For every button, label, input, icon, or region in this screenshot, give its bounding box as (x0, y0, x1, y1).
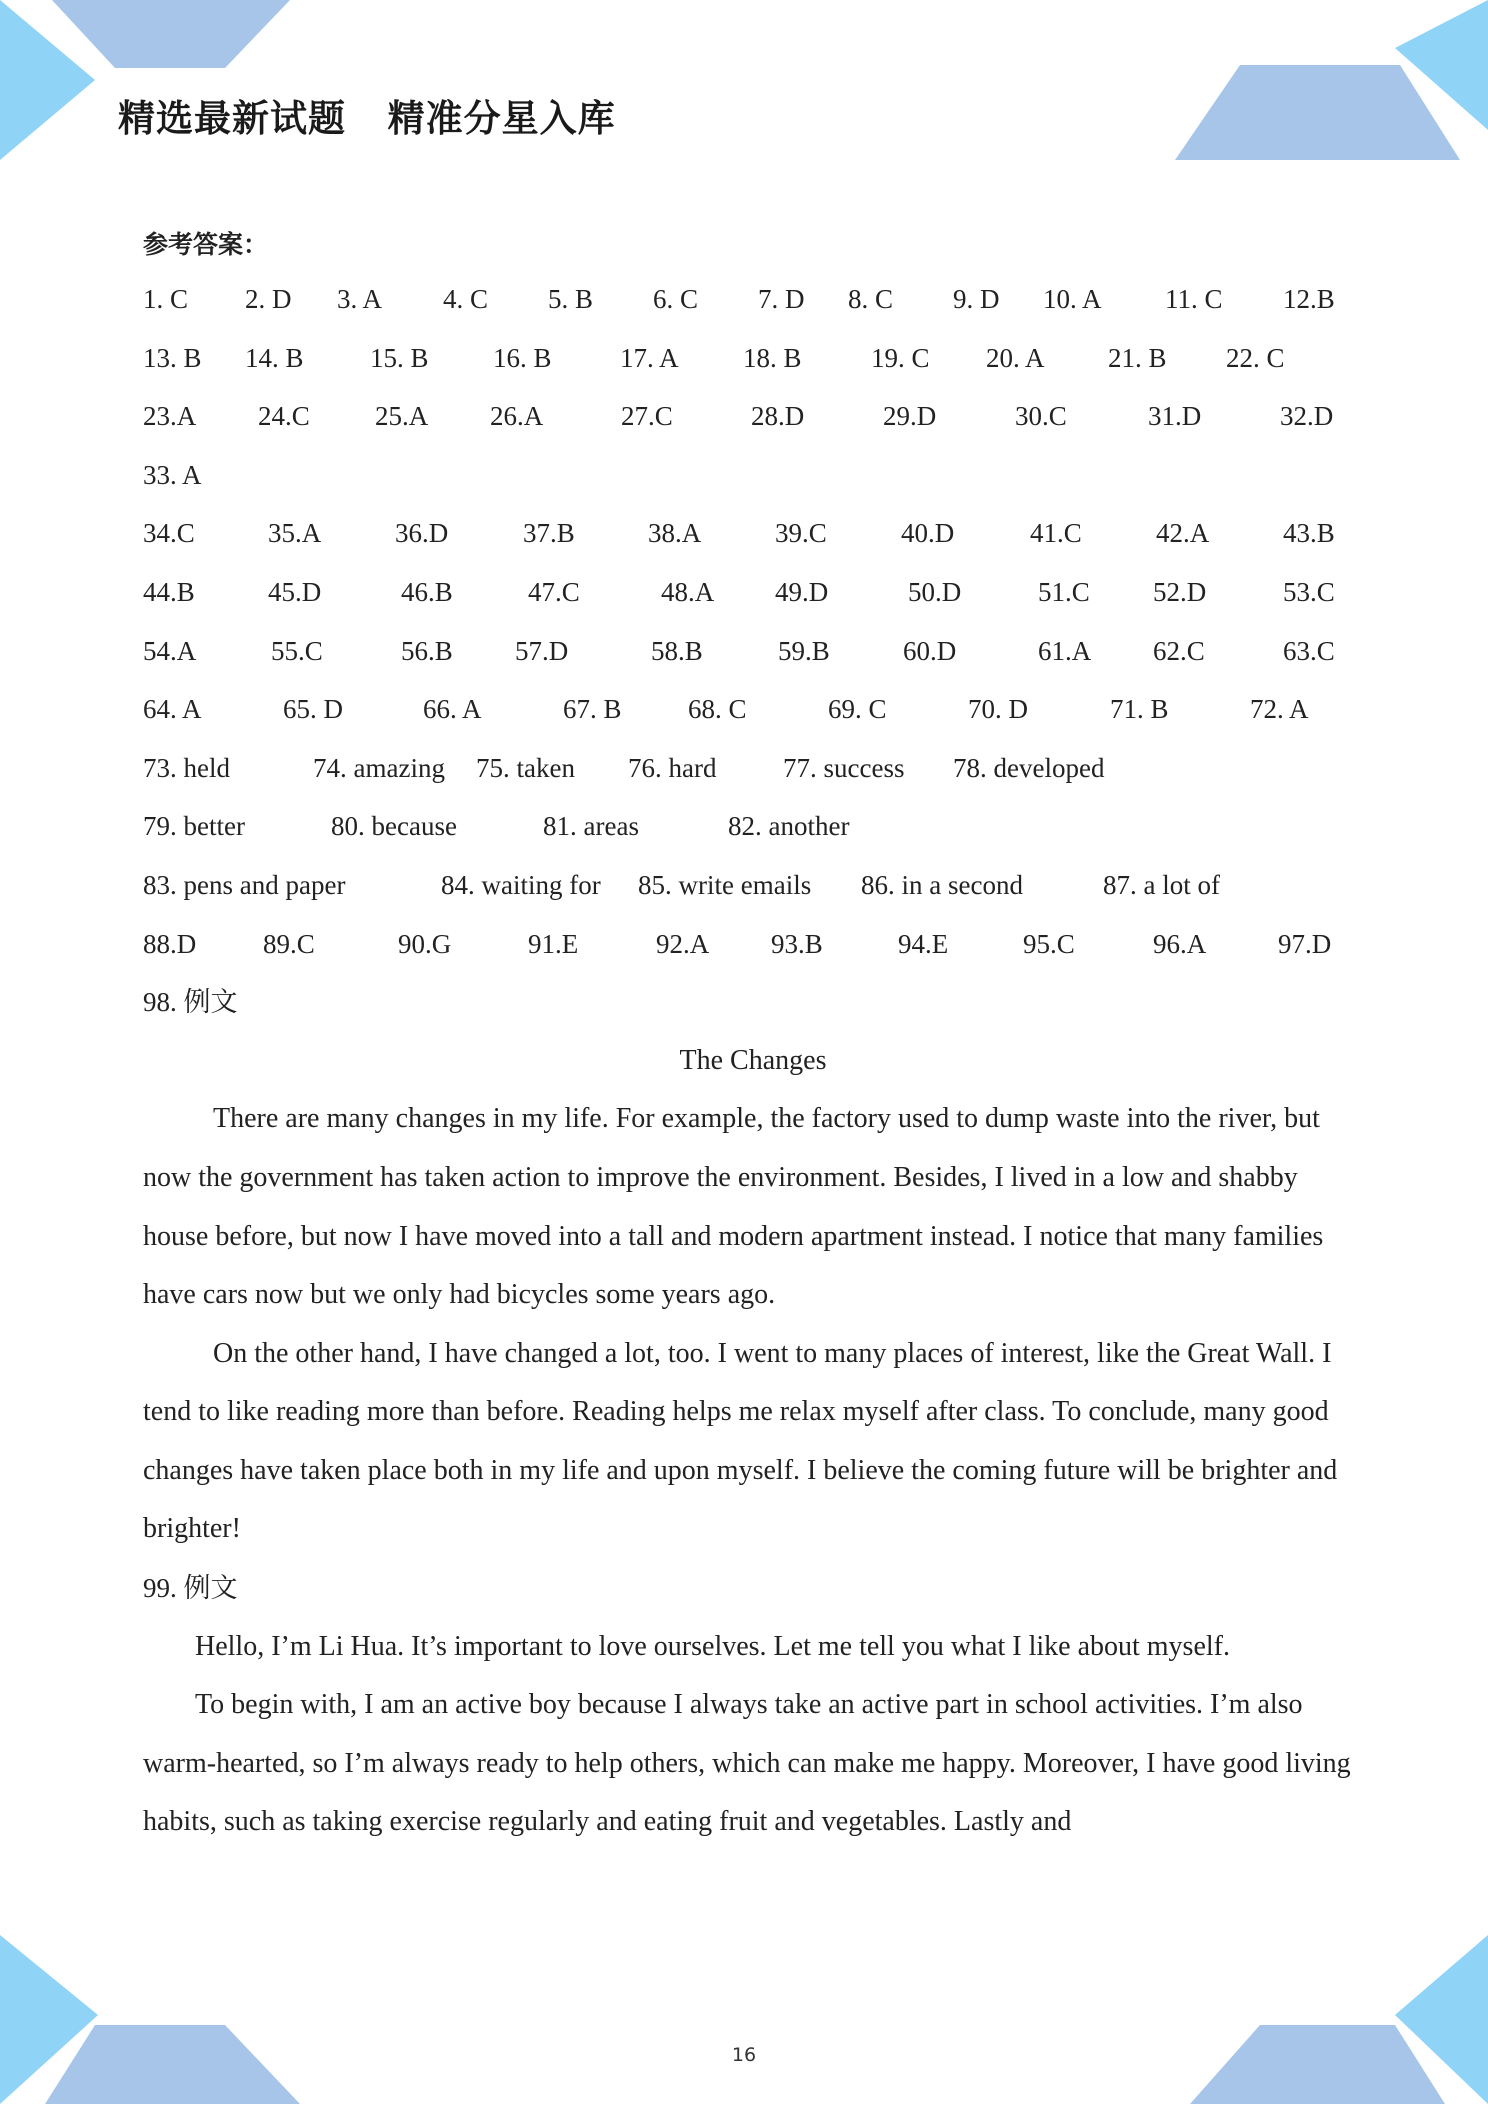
answer-cell: 1. C (143, 284, 189, 314)
answer-cell: 16. B (493, 342, 552, 373)
answer-cell: 18. B (743, 342, 802, 373)
answer-cell: 86. in a second (861, 869, 1023, 900)
answer-cell: 77. success (783, 752, 905, 783)
answer-cell: 52.D (1153, 576, 1207, 607)
answer-cell: 43.B (1283, 518, 1335, 549)
header-title: 精选最新试题 精准分星入库 (118, 97, 616, 140)
answer-cell: 73. held (143, 752, 230, 783)
answer-cell: 46.B (401, 576, 453, 607)
answer-cell: 42.A (1156, 518, 1210, 549)
answer-row (143, 680, 1363, 739)
answer-cell: 30.C (1015, 401, 1067, 432)
top-left-trapezoid-decoration (52, 0, 290, 68)
answer-cell: 58.B (651, 635, 703, 666)
answer-cell: 39.C (775, 518, 827, 549)
answer-cell: 74. amazing (313, 752, 445, 783)
answer-row (143, 915, 1363, 974)
answer-cell: 92.A (656, 928, 710, 959)
answer-key-grid (143, 270, 1363, 973)
answer-row (143, 329, 1363, 388)
answer-cell: 7. D (758, 284, 805, 314)
answer-cell: 31.D (1148, 401, 1202, 432)
answer-cell: 94.E (898, 928, 949, 959)
answer-cell: 91.E (528, 928, 579, 959)
answer-cell: 44.B (143, 576, 195, 607)
answer-cell: 28.D (751, 401, 805, 432)
answer-cell: 6. C (653, 284, 699, 314)
answer-cell: 51.C (1038, 576, 1090, 607)
answer-row (143, 563, 1363, 622)
answer-cell: 56.B (401, 635, 453, 666)
answer-cell: 50.D (908, 576, 962, 607)
answer-cell: 48.A (661, 576, 715, 607)
answer-cell: 70. D (968, 694, 1028, 725)
answer-cell: 76. hard (628, 752, 717, 783)
answer-row (143, 797, 1363, 856)
answer-cell: 26.A (490, 401, 544, 432)
answer-cell: 12.B (1283, 284, 1335, 314)
answer-cell: 21. B (1108, 342, 1167, 373)
answer-cell: 14. B (245, 342, 304, 373)
answer-cell: 27.C (621, 401, 673, 432)
answer-cell: 81. areas (543, 811, 639, 842)
answer-cell: 41.C (1030, 518, 1082, 549)
answer-content (143, 220, 1363, 1852)
answer-cell: 35.A (268, 518, 322, 549)
answer-row (143, 856, 1363, 915)
answer-cell: 59.B (778, 635, 830, 666)
answer-cell: 40.D (901, 518, 955, 549)
essay-99-paragraph-2: To begin with, I am an active boy because I always take an active part in school activities. I’m also warm-hearted, so I’m always ready to help others, which can make me happy. Moreover, I have good living habits, such as taking exercise regularly and eating fruit and vegetables. Lastly and (143, 1689, 1351, 1838)
answer-cell: 2. D (245, 284, 292, 314)
essay-98-title: The Changes (679, 1044, 827, 1076)
essay-99-paragraph-1: Hello, I’m Li Hua. It’s important to love ourselves. Let me tell you what I like about myself. (195, 1630, 1230, 1662)
answer-cell: 57.D (515, 635, 569, 666)
answer-cell: 22. C (1226, 342, 1285, 373)
answer-row (143, 622, 1363, 681)
page-number: 16 (731, 2044, 757, 2066)
answer-cell: 82. another (728, 811, 850, 842)
answer-cell: 65. D (283, 694, 343, 725)
answer-cell: 45.D (268, 576, 322, 607)
answer-cell: 9. D (953, 284, 1000, 314)
essay-98-label: 98. 例文 (143, 987, 238, 1018)
answer-cell: 49.D (775, 576, 829, 607)
answer-cell: 3. A (337, 284, 383, 314)
answer-cell: 78. developed (953, 752, 1105, 783)
answer-cell: 97.D (1278, 928, 1332, 959)
answer-cell: 47.C (528, 576, 580, 607)
answer-cell: 83. pens and paper (143, 869, 346, 900)
answer-cell: 93.B (771, 928, 823, 959)
answer-cell: 54.A (143, 635, 197, 666)
answer-row (143, 387, 1363, 446)
answer-cell: 84. waiting for (441, 869, 601, 900)
answer-cell: 96.A (1153, 928, 1207, 959)
answer-cell: 24.C (258, 401, 310, 432)
answer-cell: 64. A (143, 694, 202, 725)
answer-cell: 71. B (1110, 694, 1169, 725)
answer-cell: 23.A (143, 401, 197, 432)
essay-98-paragraph-2: On the other hand, I have changed a lot, too. I went to many places of interest, like the Great Wall. I tend to like reading more than before. Reading helps me relax myself after class. To conclude, many good changes have taken place both in my life and upon myself. I believe the coming future will be brighter and brighter! (143, 1337, 1338, 1545)
answer-cell: 34.C (143, 518, 195, 549)
answer-cell: 63.C (1283, 635, 1335, 666)
answer-row (143, 504, 1363, 563)
answer-cell: 53.C (1283, 576, 1335, 607)
answer-cell: 8. C (848, 284, 894, 314)
answer-row (143, 446, 1363, 505)
answer-cell: 87. a lot of (1103, 869, 1220, 900)
answer-cell: 69. C (828, 694, 887, 725)
answer-cell: 32.D (1280, 401, 1334, 432)
answer-cell: 13. B (143, 342, 202, 373)
essay-98-paragraph-1: There are many changes in my life. For example, the factory used to dump waste into the river, but now the government has taken action to improve the environment. Besides, I lived in a low and shabby house before, but now I have moved into a tall and modern apartment instead. I notice that many families have cars now but we only had bicycles some years ago. (143, 1103, 1324, 1311)
answer-cell: 67. B (563, 694, 622, 725)
answer-cell: 10. A (1043, 284, 1102, 314)
answer-cell: 29.D (883, 401, 937, 432)
answer-row (143, 270, 1363, 329)
answer-cell: 17. A (620, 342, 679, 373)
answer-cell: 72. A (1250, 694, 1309, 725)
answer-cell: 60.D (903, 635, 957, 666)
answer-cell: 19. C (871, 342, 930, 373)
answer-row (143, 739, 1363, 798)
answer-cell: 90.G (398, 928, 452, 959)
answer-cell: 95.C (1023, 928, 1075, 959)
answer-cell: 5. B (548, 284, 594, 314)
answer-cell: 61.A (1038, 635, 1092, 666)
answer-cell: 66. A (423, 694, 482, 725)
answer-cell: 89.C (263, 928, 315, 959)
answer-cell: 80. because (331, 811, 457, 842)
answer-cell: 85. write emails (638, 869, 812, 900)
answer-cell: 20. A (986, 342, 1045, 373)
answer-cell: 55.C (271, 635, 323, 666)
answer-cell: 15. B (370, 342, 429, 373)
answer-cell: 11. C (1165, 284, 1223, 314)
answer-cell: 62.C (1153, 635, 1205, 666)
essay-99-label: 99. 例文 (143, 1573, 238, 1604)
answer-cell: 68. C (688, 694, 747, 725)
answer-cell: 88.D (143, 928, 197, 959)
answer-cell: 33. A (143, 459, 202, 490)
answer-cell: 4. C (443, 284, 489, 314)
answer-cell: 75. taken (476, 752, 575, 783)
answer-cell: 79. better (143, 811, 245, 842)
top-right-trapezoid-decoration (1175, 65, 1460, 160)
answer-cell: 25.A (375, 401, 429, 432)
answer-cell: 38.A (648, 518, 702, 549)
answer-cell: 37.B (523, 518, 575, 549)
answer-cell: 36.D (395, 518, 449, 549)
answers-heading: 参考答案： (143, 230, 269, 259)
